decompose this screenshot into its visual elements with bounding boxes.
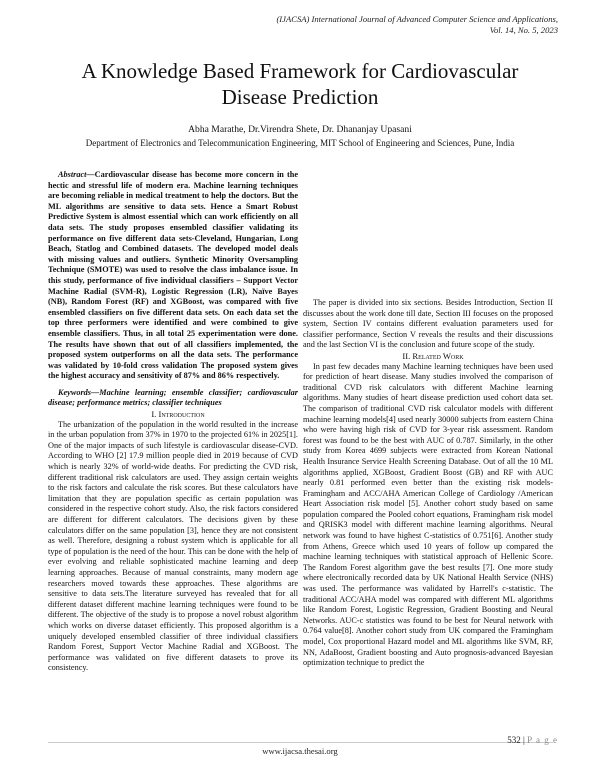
right-column bbox=[303, 170, 553, 740]
keywords: Keywords—Machine learning; ensemble classifier; cardiovascular disease; performance metrics; classifier techniques bbox=[48, 387, 298, 408]
abstract-text: Cardiovascular disease has become more concern in the hectic and stressful life of modern era. Machine learning techniques are becoming reliable in medical treatment to help the doctors. But the ML algorithms are sensitive to data sets. Hence a Smart Robust Predictive System is almost essential which can work efficiently on all data sets. The study proposes ensembled classifier validating its performance on five different data sets-Cleveland, Hungarian, Long Beach, Statlog and Combined datasets. The developed model deals with missing values and outliers. Synthetic Minority Oversampling Technique (SMOTE) was used to resolve the class imbalance issue. In this study, performance of five individual classifiers – Support Vector Machine Radial (SVM-R), Logistic Regression (LR), Naïve Bayes (NB), Random Forest (RF) and XGBoost, was compared with five ensembled classifiers on five different data sets. On each data set the top three performers were identified and were combined to give ensemble classifiers. Thus, in all total 25 experimentation were done. The results have shown that out of all classifiers implemented, the proposed system outperforms on all the data sets. The performance was validated by 10-fold cross validation The proposed system gives the highest accuracy and sensitivity of 87% and 86% respectively. bbox=[48, 170, 298, 381]
journal-header bbox=[198, 14, 558, 36]
intro-paragraph-1: The urbanization of the population in the world resulted in the increase in the urban population from 37% in 1970 to the projected 61% in 2025[1]. One of the major impacts of such lifestyle is cardiovascular disease-CVD. According to WHO [2] 17.9 million people died in 2019 because of CVD which is nearly 32% of world-wide deaths. For predicting the CVD risk, different traditional risk calculators are used. They assign certain weights to the risk factors and calculate the risk scores. But these calculators have limitation that they are population specific as certain population was considered in the respective cohort study. Also, the risk factors considered are different for different calculators. The decisions given by these calculators differ on the same population [3], hence they are not consistent as well. Therefore, designing a robust system which is applicable for all type of population is the need of the hour. This can be done with the help of ever evolving and reliable sophisticated machine learning and deep learning approaches. Because of manual constraints, many modern age researchers moved towards these approaches. These algorithms are sensitive to data sets.The literature surveyed has revealed that for all different dataset different machine learning techniques were found to be different. The objective of the study is to propose a novel robust algorithm which works on diverse dataset efficiently. This proposed algorithm is a uniquely developed ensembled classifier of three individual classifiers Random Forest, Support Vector Machine Radial and XGBoost. The performance was validated on five different datasets to prove its consistency. bbox=[48, 419, 298, 673]
page-number-value: 532 | bbox=[507, 735, 525, 745]
intro-paragraph-2: The paper is divided into six sections. Besides Introduction, Section II discusses about the work done till date, Section III focuses on the proposed system, Section IV contains different evaluation parameters used for classifier performance, Section V reveals the results and their discussions and the last Section VI is the conclusion and future scope of the study. bbox=[303, 298, 553, 350]
authors: Abha Marathe, Dr.Virendra Shete, Dr. Dhananjay Upasani bbox=[188, 124, 412, 135]
abstract bbox=[48, 170, 298, 382]
section-heading-related-work: II. Related Work bbox=[402, 350, 464, 361]
abstract-lead: Abstract— bbox=[58, 170, 95, 179]
journal-name: (IJACSA) International Journal of Advanced Computer Science and Applications, bbox=[276, 14, 558, 24]
related-work-paragraph-1: In past few decades many Machine learning techniques have been used for prediction of heart disease. Many studies involved the comparison of traditional CVD risk calculators with different Machine learning algorithms. Many studies of heart disease prediction used cohort data set. The comparison of traditional CVD risk calculator models with different machine learning models[4] used nearly 30000 subjects from eastern China who were having high risk of CVD for 3-year risk assessment. Random forest was found to be the best with AUC of 0.787. Similarly, in the other study from Korea 4699 subjects were extracted from Korean National Health Insurance Service Health Screening Database. Out of all the 10 ML algorithms applied, XGBoost, Gradient Boost (GB) and RF with AUC nearly 0.81 performed even better than the existing risk models- Framingham and ACC/AHA American College of Cardiology /American Heart Association risk model [5]. Another cohort study based on same population compared the Pooled cohort equations, Framingham risk model and QRISK3 model with different machine learning algorithms. Neural network was found to have highest C-statistics of 0.751[6]. Another study from Athens, Greece which used 10 years of follow up compared the machine learning techniques with statistical approach of Hellenic Score. The Random Forest algorithm gave the best results [7]. One more study where electronically recorded data by UK National Health Service (NHS) was used. The performance was validated by Harrell's c-statistic. The traditional ACC/AHA model was compared with different ML algorithms like Random Forest, Logistic Regression, Gradient Boosting and Neural Networks. AUC-c statistics was found to be best for Neural network with 0.764 value[8]. Another cohort study from UK compared the Framingham model, Cox proportional Hazard model and ML algorithms like SVM, RF, NN, AdaBoost, Gradient boosting and Auto prognosis-advanced Bayesian optimization technique to predict the bbox=[303, 361, 553, 668]
page-number bbox=[507, 735, 558, 745]
paper-title bbox=[40, 58, 560, 110]
title-line-1: A Knowledge Based Framework for Cardiovascular bbox=[81, 59, 519, 83]
page-word: P a g e bbox=[527, 735, 558, 745]
left-column bbox=[48, 170, 298, 740]
footer-url: www.ijacsa.thesai.org bbox=[262, 746, 338, 756]
journal-volume: Vol. 14, No. 5, 2023 bbox=[489, 25, 558, 35]
section-heading-introduction: I. Introduction bbox=[151, 409, 205, 420]
affiliation: Department of Electronics and Telecommunication Engineering, MIT School of Engineering and Sciences, Pune, India bbox=[85, 138, 515, 148]
title-line-2: Disease Prediction bbox=[221, 85, 379, 109]
footer-divider bbox=[48, 742, 553, 743]
